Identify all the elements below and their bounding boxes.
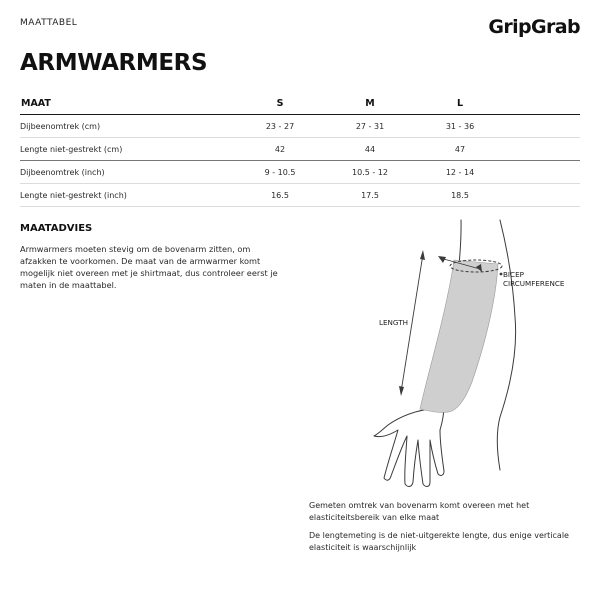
table-row (20, 115, 580, 138)
page-eyebrow: MAATTABEL (20, 18, 78, 28)
advice-text: Armwarmers moeten stevig om de bovenarm zitten, om afzakken te voorkomen. De maat van de armwarmer komt mogelijk niet overeen met je shirtmaat, dus controleer eerst je maten in de maattabel. (20, 244, 278, 290)
table-header-row (20, 92, 580, 115)
arm-back-outline (497, 220, 515, 470)
cell-s: 42 (235, 138, 325, 161)
column-spacer (505, 92, 580, 115)
advice-heading: MAATADVIES (20, 223, 93, 234)
column-header-size: MAAT (20, 92, 235, 115)
bicep-label-line1: BICEP (503, 270, 524, 279)
brand-logo: GripGrab (488, 16, 580, 38)
length-label: LENGTH (379, 318, 409, 327)
column-header-l: L (415, 92, 505, 115)
bicep-label-line2: CIRCUMFERENCE (503, 279, 565, 288)
row-label: Dijbeenomtrek (inch) (20, 161, 235, 184)
row-label: Dijbeenomtrek (cm) (20, 115, 235, 138)
cell-m: 44 (325, 138, 415, 161)
cell-s: 9 - 10.5 (235, 161, 325, 184)
size-table (20, 92, 580, 207)
armwarmer-sleeve (420, 260, 498, 412)
cell-s: 23 - 27 (235, 115, 325, 138)
cell-m: 27 - 31 (325, 115, 415, 138)
column-header-m: M (325, 92, 415, 115)
cell-m: 17.5 (325, 184, 415, 207)
table-row (20, 161, 580, 184)
table-row (20, 184, 580, 207)
arm-illustration (360, 212, 590, 494)
column-header-s: S (235, 92, 325, 115)
bicep-leader-dot (500, 273, 503, 276)
page-title: ARMWARMERS (20, 50, 208, 76)
table-row (20, 138, 580, 161)
cell-spacer (505, 138, 580, 161)
note-circumference: Gemeten omtrek van bovenarm komt overeen met het elasticiteitsbereik van elke maat (309, 501, 530, 522)
cell-l: 31 - 36 (415, 115, 505, 138)
row-label: Lengte niet-gestrekt (inch) (20, 184, 235, 207)
length-arrow-head-top (420, 250, 425, 260)
cell-spacer (505, 115, 580, 138)
cell-m: 10.5 - 12 (325, 161, 415, 184)
note-length: De lengtemeting is de niet-uitgerekte lengte, dus enige verticale elasticiteit is waarschijnlijk (309, 531, 569, 552)
length-arrow-head-bottom (399, 386, 404, 396)
cell-spacer (505, 161, 580, 184)
cell-l: 47 (415, 138, 505, 161)
cell-l: 18.5 (415, 184, 505, 207)
cell-l: 12 - 14 (415, 161, 505, 184)
arm-drawing (360, 212, 590, 494)
cell-s: 16.5 (235, 184, 325, 207)
cell-spacer (505, 184, 580, 207)
row-label: Lengte niet-gestrekt (cm) (20, 138, 235, 161)
